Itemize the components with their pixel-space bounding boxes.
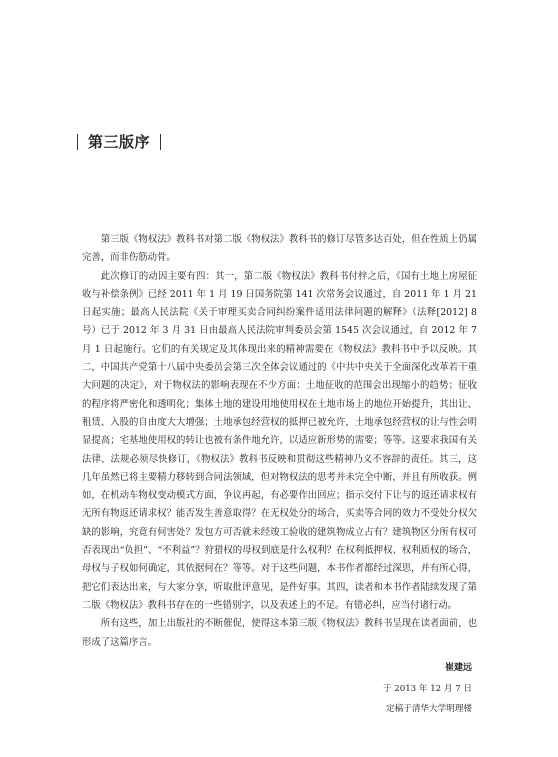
paragraph-3: 所有这些，加上出版社的不断催促，使得这本第三版《物权法》教科书呈现在读者面前，也形成了这篇序言。 xyxy=(82,618,477,648)
heading-left-bar xyxy=(77,134,78,150)
author-name: 崔建远 xyxy=(444,663,472,673)
signature-place: 定稿于清华大学明理楼 xyxy=(386,704,472,714)
page-title: 第三版序 xyxy=(88,133,151,151)
preface-body xyxy=(82,231,477,652)
signature-date: 于 2013 年 12 月 7 日 xyxy=(382,684,472,694)
paragraph-2: 此次修订的动因主要有四：其一，第二版《物权法》教科书付梓之后，《国有土地上房屋征收与补偿条例》已经 2011 年 1 月 19 日国务院第 141 次常务会议通过，自 2011 年 1 月 21 日起实施；最高人民法院《关于审理买卖合同纠纷案件适用法律问题的解释》（法释[2012] 8 号）已于 2012 年 3 月 31 日由最高人民法院审判委员会第 1545 次会议通过，自 2012 年 7 月 1 日起施行。它们的有关规定及其体现出来的精神需要在《物权法》教科书中予以反映。其二，中国共产党第十八届中央委员会第三次全体会议通过的《中共中央关于全面深化改革若干重大问题的决定》，对于物权法的影响表现在不少方面：土地征收的范围会出现缩小的趋势；征收的程序将严密化和透明化；集体土地的建设用地使用权在土地市场上的地位开始提升，其出让、租赁、入股的自由度大大增强；土地承包经营权的抵押已被允许，土地承包经营权的让与性会明显提高；宅基地使用权的转让也被有条件地允许，以适应新形势的需要；等等。这要求我国有关法律、法规必须尽快修订，《物权法》教科书反映和贯彻这些精神乃义不容辞的责任。其三，这几年虽然已将主要精力移转到合同法领域，但对物权法的思考并未完全中断，并且有所收获。例如，在机动车物权变动模式方面，争议再起，有必要作出回应；指示交付下让与的返还请求权有无所有物返还请求权？能否发生善意取得？在无权处分的场合，买卖等合同的效力不受处分权欠缺的影响，究竟有何害处？发包方可否就未经竣工验收的建筑物成立占有？建筑物区分所有权可否表现出“负担”、“不利益”？狩猎权的母权到底是什么权利？在权利抵押权、权利质权的场合，母权与子权如何确定，其依据何在？等等。对于这些问题，本书作者都经过深思，并有所心得，把它们表达出来，与大家分享，听取批评意见，是件好事。其四，读者和本书作者陆续发现了第二版《物权法》教科书存在的一些错别字，以及表述上的不足。有错必纠，应当付诸行动。 xyxy=(82,270,477,611)
paragraph-1: 第三版《物权法》教科书对第二版《物权法》教科书的修订尽管多达百处，但在性质上仍属完善，而非伤筋动骨。 xyxy=(82,234,477,264)
heading-right-bar xyxy=(160,134,161,150)
section-heading xyxy=(77,131,161,152)
